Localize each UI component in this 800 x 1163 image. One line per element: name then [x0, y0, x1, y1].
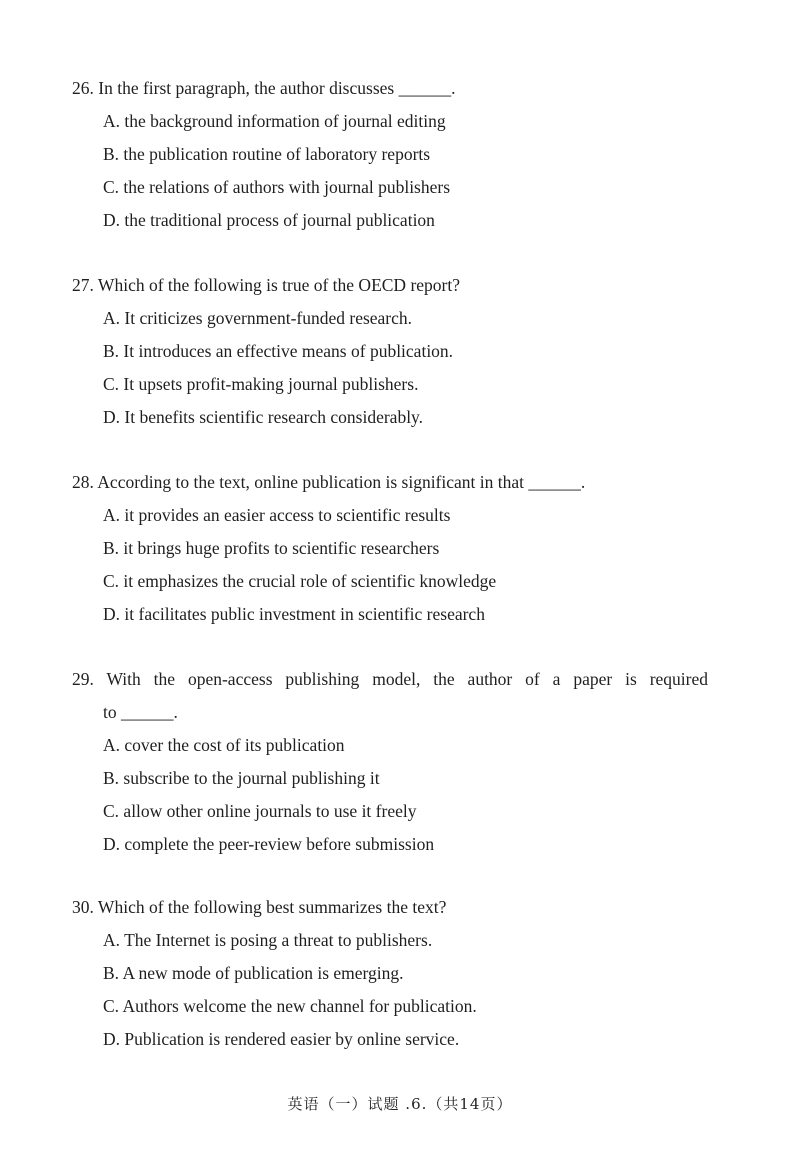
question-stem: 30. Which of the following best summarizes the text? — [72, 897, 447, 917]
option-c: C. it emphasizes the crucial role of scientific knowledge — [103, 571, 497, 591]
option-a: A. It criticizes government-funded research. — [103, 308, 413, 328]
option-b: B. it brings huge profits to scientific researchers — [103, 538, 440, 558]
question-27 — [72, 269, 712, 434]
question-stem: 27. Which of the following is true of the OECD report? — [72, 275, 460, 295]
option-d: D. Publication is rendered easier by online service. — [103, 1029, 460, 1049]
question-26 — [72, 72, 712, 237]
question-stem: 29. With the open-access publishing model, the author of a paper is required — [72, 669, 708, 689]
option-a: A. The Internet is posing a threat to publishers. — [103, 930, 433, 950]
option-b: B. A new mode of publication is emerging. — [103, 963, 404, 983]
option-a: A. it provides an easier access to scientific results — [103, 505, 451, 525]
option-d: D. complete the peer-review before submission — [103, 834, 435, 854]
question-stem-continuation: to ______. — [103, 702, 178, 722]
question-stem: 28. According to the text, online publication is significant in that ______. — [72, 472, 586, 492]
option-b: B. It introduces an effective means of publication. — [103, 341, 454, 361]
option-c: C. It upsets profit-making journal publishers. — [103, 374, 419, 394]
option-c: C. Authors welcome the new channel for publication. — [103, 996, 477, 1016]
option-a: A. the background information of journal editing — [103, 111, 446, 131]
question-stem: 26. In the first paragraph, the author discusses ______. — [72, 78, 456, 98]
question-30 — [72, 891, 712, 1056]
question-28 — [72, 466, 712, 631]
option-b: B. the publication routine of laboratory reports — [103, 144, 431, 164]
page-footer: 英语（一）试题 .6.（共14页） — [287, 1095, 513, 1113]
option-c: C. allow other online journals to use it freely — [103, 801, 417, 821]
option-b: B. subscribe to the journal publishing it — [103, 768, 380, 788]
option-d: D. the traditional process of journal publication — [103, 210, 435, 230]
option-c: C. the relations of authors with journal publishers — [103, 177, 451, 197]
option-a: A. cover the cost of its publication — [103, 735, 345, 755]
option-d: D. it facilitates public investment in scientific research — [103, 604, 485, 624]
question-29 — [72, 663, 712, 861]
option-d: D. It benefits scientific research considerably. — [103, 407, 424, 427]
